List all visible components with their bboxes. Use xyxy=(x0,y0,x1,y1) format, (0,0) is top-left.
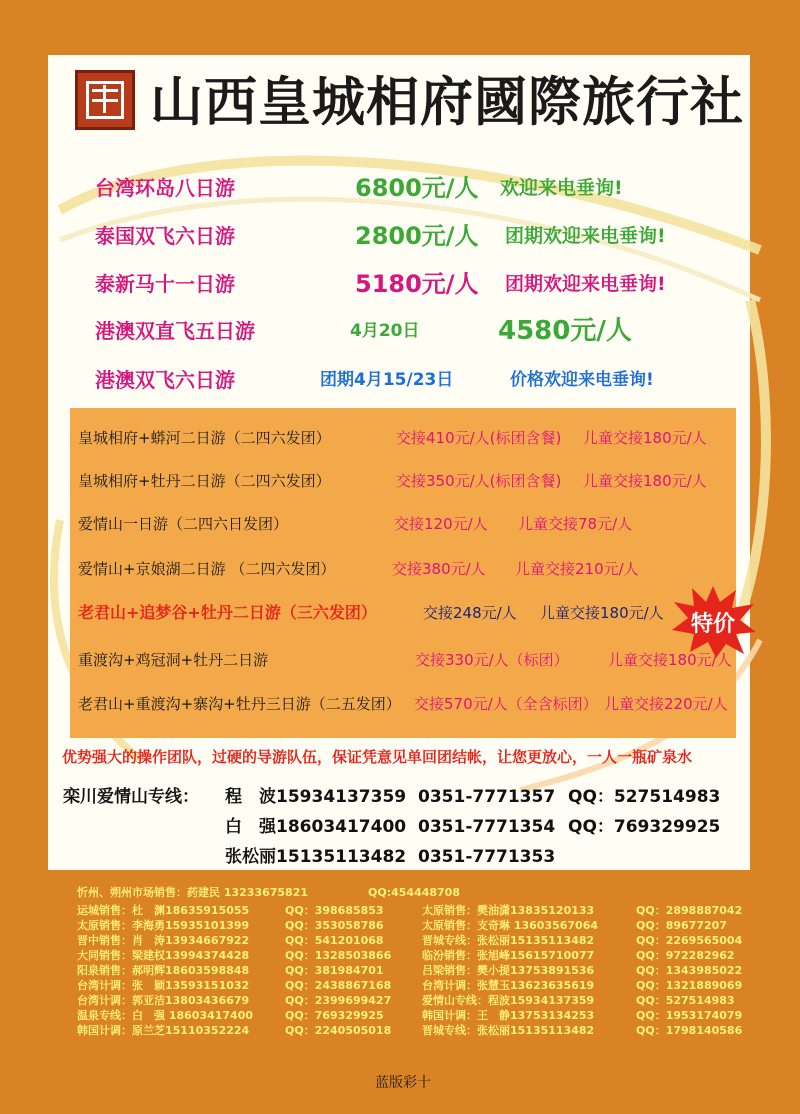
local-tour-row xyxy=(78,461,738,501)
local-tour-name: 皇城相府+牡丹二日游（二四六发团） xyxy=(78,472,331,490)
directory-contact: 晋城专线：张松丽15135113482 xyxy=(422,1024,595,1037)
tour-row xyxy=(95,218,735,254)
contact-phone: 0351-7771353 xyxy=(418,847,556,867)
contact-line-label: 栾川爱情山专线： xyxy=(63,787,199,807)
tour-price: 2800元/人 xyxy=(355,222,479,250)
tour-row xyxy=(95,362,735,398)
directory-contact: 阳泉销售：郝明辉18603598848 xyxy=(77,964,250,977)
directory-contact: 太原销售：李海勇15935101399 xyxy=(77,919,250,932)
tour-row xyxy=(95,266,735,302)
directory-contact: 运城销售：杜 渊18635915055 xyxy=(77,904,250,917)
directory-contact: 台湾计调：张 颖13593151032 xyxy=(77,979,250,992)
directory-contact: 台湾计调：张慧玉13623635619 xyxy=(422,979,595,992)
directory-contact: 吕梁销售：樊小提13753891536 xyxy=(422,964,595,977)
child-price: 儿童交接180元/人 xyxy=(608,651,732,669)
tour-row xyxy=(95,313,735,349)
slogan: 优势强大的操作团队，过硬的导游队伍，保证凭意见单回团结帐，让您更放心，一人一瓶矿泉水 xyxy=(62,748,693,766)
directory-contact: 临汾销售：张旭峰15615710077 xyxy=(422,949,595,962)
directory-qq: QQ：1328503866 xyxy=(285,949,392,962)
directory-qq: QQ：1953174079 xyxy=(636,1009,743,1022)
child-price: 儿童交接78元/人 xyxy=(518,515,633,533)
directory-qq: QQ：541201068 xyxy=(285,934,384,947)
child-price: 儿童交接180元/人 xyxy=(583,429,707,447)
directory-qq: QQ：1321889069 xyxy=(636,979,743,992)
footer-label: 蓝版彩十 xyxy=(375,1075,431,1091)
directory-contact: 温泉专线：白 强 18603417400 xyxy=(77,1009,254,1022)
contact-qq: QQ：527514983 xyxy=(568,787,721,807)
local-tour-row xyxy=(78,640,738,680)
directory-qq: QQ：2240505018 xyxy=(285,1024,392,1037)
local-tour-name: 爱情山+京娘湖二日游 （二四六发团） xyxy=(78,560,336,578)
special-badge-text: 特价 xyxy=(690,612,736,637)
child-price: 儿童交接180元/人 xyxy=(583,472,707,490)
local-tour-row xyxy=(78,549,738,589)
tour-name: 台湾环岛八日游 xyxy=(95,176,235,200)
directory-contact: 晋城专线：张松丽15135113482 xyxy=(422,934,595,947)
directory-qq: QQ：398685853 xyxy=(285,904,384,917)
tour-name: 泰国双飞六日游 xyxy=(95,224,235,248)
child-price: 儿童交接220元/人 xyxy=(604,695,728,713)
contact-person: 程 波15934137359 xyxy=(225,787,407,807)
directory-qq: QQ：381984701 xyxy=(285,964,384,977)
directory-top-qq: QQ:454448708 xyxy=(368,886,460,899)
directory-qq: QQ：1343985022 xyxy=(636,964,743,977)
adult-price: 交接570元/人（全含标团） xyxy=(414,695,598,713)
tour-note: 欢迎来电垂询! xyxy=(500,177,623,199)
local-tour-row xyxy=(78,504,738,544)
local-tour-row xyxy=(78,684,738,724)
tour-name: 泰新马十一日游 xyxy=(95,272,235,296)
child-price: 儿童交接180元/人 xyxy=(540,604,664,622)
special-price-badge xyxy=(668,584,758,660)
contact-qq: QQ：769329925 xyxy=(568,817,721,837)
tour-date: 团期4月15/23日 xyxy=(320,370,454,390)
directory-contact: 台湾计调：郭亚洁13803436679 xyxy=(77,994,250,1007)
tour-name: 港澳双飞六日游 xyxy=(95,368,235,392)
local-tour-name: 重渡沟+鸡冠洞+牡丹二日游 xyxy=(78,651,269,669)
contact-person: 张松丽15135113482 xyxy=(225,847,407,867)
company-logo xyxy=(75,70,135,130)
contact-phone: 0351-7771354 xyxy=(418,817,556,837)
directory-qq: QQ：2898887042 xyxy=(636,904,743,917)
company-title: 山西皇城相府國際旅行社 xyxy=(150,71,744,133)
directory-qq: QQ：1798140586 xyxy=(636,1024,743,1037)
directory-qq: QQ：2399699427 xyxy=(285,994,392,1007)
tour-name: 港澳双直飞五日游 xyxy=(95,319,255,343)
tour-row xyxy=(95,170,735,206)
directory-qq: QQ：972282962 xyxy=(636,949,735,962)
local-tour-name: 老君山+重渡沟+寨沟+牡丹三日游（二五发团） xyxy=(78,695,401,713)
directory-qq: QQ：353058786 xyxy=(285,919,384,932)
tour-price: 6800元/人 xyxy=(355,174,479,202)
tour-price: 4580元/人 xyxy=(498,316,632,346)
local-tour-name: 爱情山一日游（二四六日发团） xyxy=(78,515,289,533)
directory-qq: QQ：769329925 xyxy=(285,1009,384,1022)
contact-phone: 0351-7771357 xyxy=(418,787,556,807)
local-tour-row xyxy=(78,593,738,633)
adult-price: 交接410元/人(标团含餐) xyxy=(396,429,562,447)
directory-contact: 韩国计调：原兰芝15110352224 xyxy=(77,1024,250,1037)
directory-contact: 韩国计调：王 静13753134253 xyxy=(422,1009,595,1022)
directory-contact: 太原销售：樊油潇13835120133 xyxy=(422,904,595,917)
tour-note: 团期欢迎来电垂询! xyxy=(505,225,666,247)
directory-top-label: 忻州、朔州市场销售：药建民 13233675821 xyxy=(77,886,309,899)
directory-qq: QQ：2438867168 xyxy=(285,979,392,992)
local-tour-row xyxy=(78,418,738,458)
directory-contact: 太原销售：支奇琳 13603567064 xyxy=(422,919,599,932)
directory-contact: 大同销售：梁建权13994374428 xyxy=(77,949,250,962)
local-tour-name: 皇城相府+蟒河二日游（二四六发团） xyxy=(78,429,331,447)
adult-price: 交接120元/人 xyxy=(394,515,488,533)
adult-price: 交接380元/人 xyxy=(392,560,486,578)
contact-person: 白 强18603417400 xyxy=(225,817,407,837)
adult-price: 交接350元/人(标团含餐) xyxy=(396,472,562,490)
adult-price: 交接248元/人 xyxy=(423,604,517,622)
tour-price: 5180元/人 xyxy=(355,270,479,298)
tour-note: 价格欢迎来电垂询! xyxy=(510,370,654,390)
directory-qq: QQ：527514983 xyxy=(636,994,735,1007)
child-price: 儿童交接210元/人 xyxy=(515,560,639,578)
adult-price: 交接330元/人（标团） xyxy=(415,651,569,669)
tour-date: 4月20日 xyxy=(350,321,420,341)
directory-contact: 晋中销售：肖 涛13934667922 xyxy=(77,934,250,947)
tour-note: 团期欢迎来电垂询! xyxy=(505,273,666,295)
directory-contact: 爱情山专线：程波15934137359 xyxy=(422,994,595,1007)
directory-qq: QQ：89677207 xyxy=(636,919,727,932)
directory-qq: QQ：2269565004 xyxy=(636,934,743,947)
local-tour-name: 老君山+追梦谷+牡丹二日游（三六发团） xyxy=(78,603,377,622)
